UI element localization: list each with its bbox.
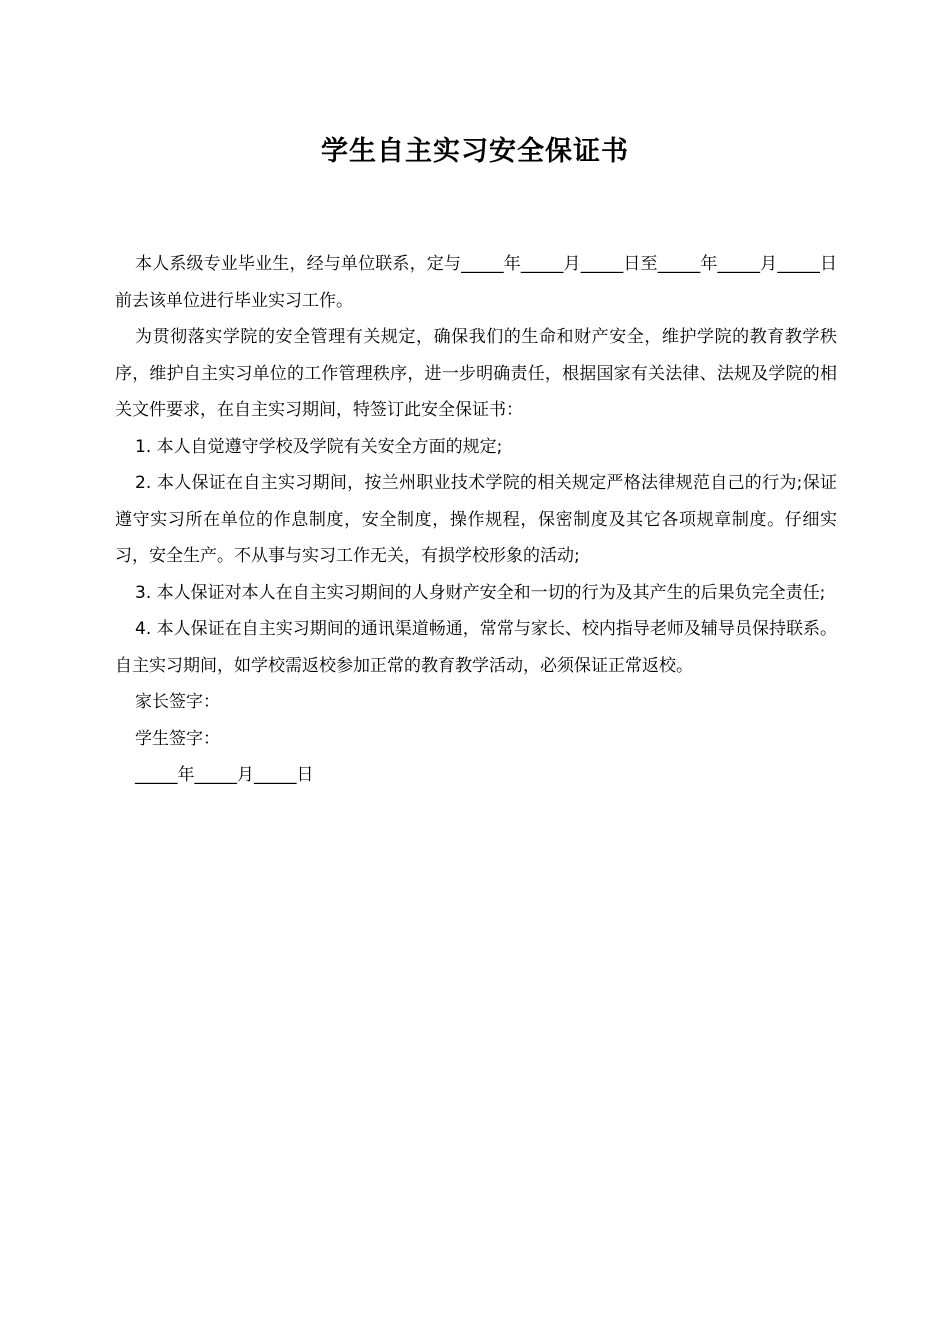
clause-4: 4. 本人保证在自主实习期间的通讯渠道畅通，常常与家长、校内指导老师及辅导员保持联系。自主实习期间，如学校需返校参加正常的教育教学活动，必须保证正常返校。: [115, 619, 837, 676]
clause-1: 1. 本人自觉遵守学校及学院有关安全方面的规定;: [135, 436, 503, 457]
paragraph-intro: 本人系级专业毕业生，经与单位联系，定与_____年_____月_____日至_____年_____月_____日前去该单位进行毕业实习工作。: [115, 254, 837, 311]
student-signature-label: 学生签字：: [135, 728, 220, 749]
parent-signature-label: 家长签字：: [135, 692, 220, 712]
document-title: 学生自主实习安全保证书: [321, 136, 629, 167]
signature-date-line: _____年_____月_____日: [135, 765, 314, 785]
clause-2: 2. 本人保证在自主实习期间，按兰州职业技术学院的相关规定严格法律规范自己的行为;保证遵守实习所在单位的作息制度，安全制度，操作规程，保密制度及其它各项规章制度。仔细实习，安全生产。不从事与实习工作无关，有损学校形象的活动;: [115, 473, 837, 566]
document-body: [115, 246, 837, 794]
clause-3: 3. 本人保证对本人在自主实习期间的人身财产安全和一切的行为及其产生的后果负完全责任;: [135, 582, 826, 603]
paragraph-purpose: 为贯彻落实学院的安全管理有关规定，确保我们的生命和财产安全，维护学院的教育教学秩序，维护自主实习单位的工作管理秩序，进一步明确责任，根据国家有关法律、法规及学院的相关文件要求，在自主实习期间，特签订此安全保证书：: [115, 327, 837, 420]
